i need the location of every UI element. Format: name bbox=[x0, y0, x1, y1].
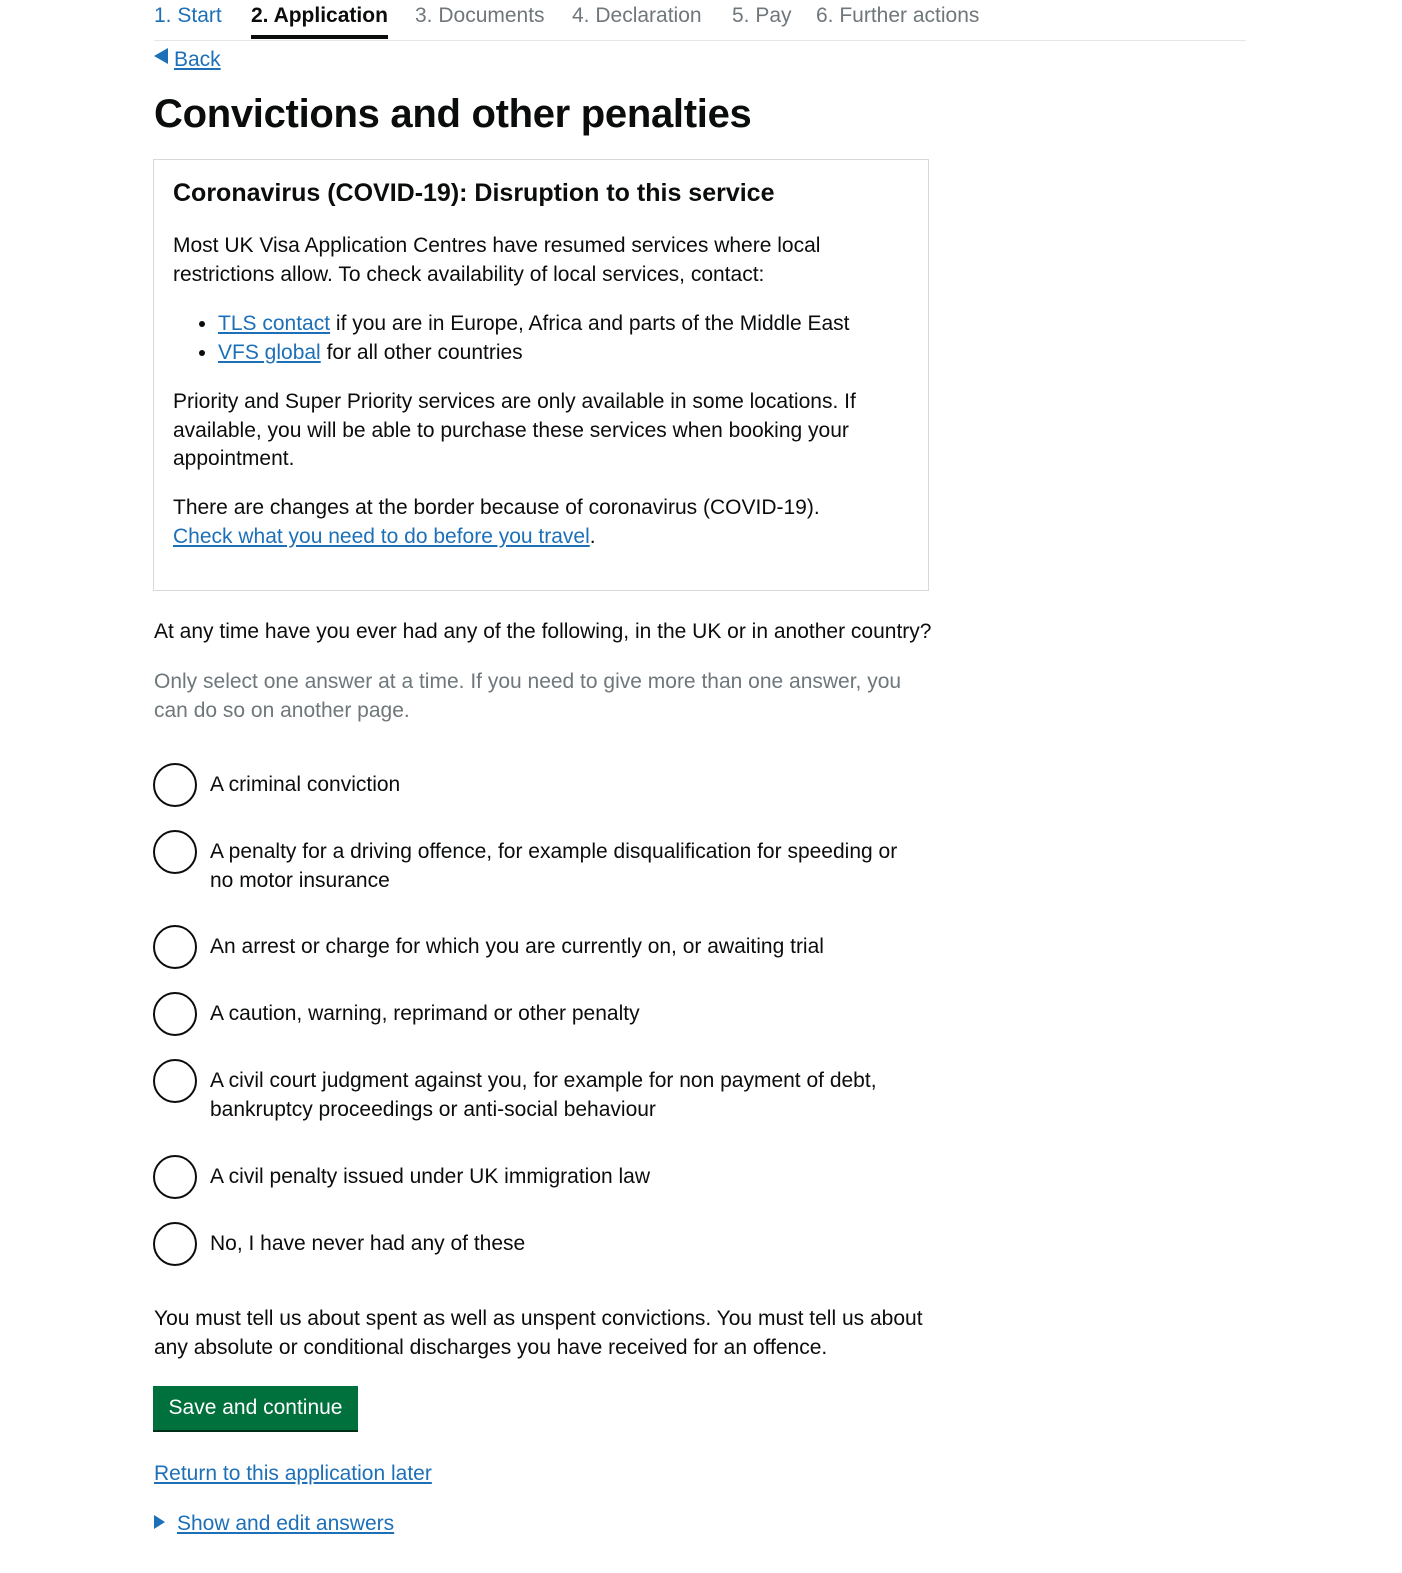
option-label[interactable]: A penalty for a driving offence, for example disqualification for speeding or no motor insurance bbox=[210, 840, 898, 892]
radio-civil-penalty-immigration[interactable] bbox=[153, 1155, 197, 1199]
step-navigation bbox=[154, 0, 1246, 41]
page-title: Convictions and other penalties bbox=[154, 92, 752, 136]
tls-contact-link[interactable]: TLS contact bbox=[218, 312, 331, 335]
list-item bbox=[218, 339, 850, 368]
back-arrow-icon bbox=[154, 48, 168, 64]
notice-title: Coronavirus (COVID-19): Disruption to this service bbox=[173, 179, 775, 207]
radio-criminal-conviction[interactable] bbox=[153, 763, 197, 807]
save-and-continue-button[interactable]: Save and continue bbox=[153, 1386, 358, 1430]
show-answers-toggle[interactable] bbox=[154, 1512, 394, 1536]
step-documents: 3. Documents bbox=[415, 4, 545, 27]
period: . bbox=[589, 524, 596, 548]
notice-paragraph-2: Priority and Super Priority services are only available in some locations. If available, you will be able to purchase these services when booking your appointment. bbox=[173, 390, 856, 470]
vfs-global-link[interactable]: VFS global bbox=[218, 340, 321, 364]
option-label[interactable]: A caution, warning, reprimand or other penalty bbox=[210, 1002, 640, 1025]
return-later-link[interactable]: Return to this application later bbox=[154, 1462, 432, 1485]
step-application: 2. Application bbox=[251, 4, 388, 27]
show-edit-answers-link[interactable]: Show and edit answers bbox=[177, 1512, 395, 1535]
radio-driving-offence[interactable] bbox=[153, 830, 197, 874]
tls-contact-text: if you are in Europe, Africa and parts of the Middle East bbox=[330, 312, 850, 335]
option-label[interactable]: A criminal conviction bbox=[210, 773, 401, 796]
radio-civil-court-judgment[interactable] bbox=[153, 1059, 197, 1103]
notice-contact-list bbox=[173, 310, 850, 367]
notice-paragraph-1: Most UK Visa Application Centres have resumed services where local restrictions allow. To check availability of local services, contact: bbox=[173, 234, 821, 286]
step-pay: 5. Pay bbox=[732, 4, 792, 27]
radio-caution-warning[interactable] bbox=[153, 992, 197, 1036]
question-hint: Only select one answer at a time. If you need to give more than one answer, you can do so on another page. bbox=[154, 670, 902, 722]
radio-arrest-or-charge[interactable] bbox=[153, 925, 197, 969]
vfs-global-text: for all other countries bbox=[320, 340, 523, 364]
option-label[interactable]: A civil penalty issued under UK immigration law bbox=[210, 1165, 651, 1188]
option-label[interactable]: No, I have never had any of these bbox=[210, 1232, 526, 1255]
radio-never-had-any[interactable] bbox=[153, 1222, 197, 1266]
option-label[interactable]: A civil court judgment against you, for example for non payment of debt, bankruptcy proceedings or anti-social behaviour bbox=[210, 1069, 877, 1121]
back-link[interactable]: Back bbox=[174, 48, 221, 71]
notice-paragraph-3 bbox=[173, 494, 873, 551]
back-link-container[interactable] bbox=[154, 48, 221, 72]
step-further-actions: 6. Further actions bbox=[816, 4, 980, 27]
step-declaration: 4. Declaration bbox=[572, 4, 702, 27]
covid-notice bbox=[153, 159, 929, 591]
expand-arrow-icon bbox=[154, 1515, 165, 1529]
check-before-travel-link[interactable]: Check what you need to do before you travel bbox=[173, 524, 590, 548]
step-start[interactable]: 1. Start bbox=[154, 4, 222, 27]
option-label[interactable]: An arrest or charge for which you are currently on, or awaiting trial bbox=[210, 935, 824, 958]
border-changes-text: There are changes at the border because of coronavirus (COVID-19). bbox=[173, 496, 820, 519]
spent-convictions-note: You must tell us about spent as well as unspent convictions. You must tell us about any absolute or conditional discharges you have received for an offence. bbox=[154, 1307, 923, 1359]
list-item bbox=[218, 310, 850, 339]
question-text: At any time have you ever had any of the following, in the UK or in another country? bbox=[154, 620, 932, 643]
